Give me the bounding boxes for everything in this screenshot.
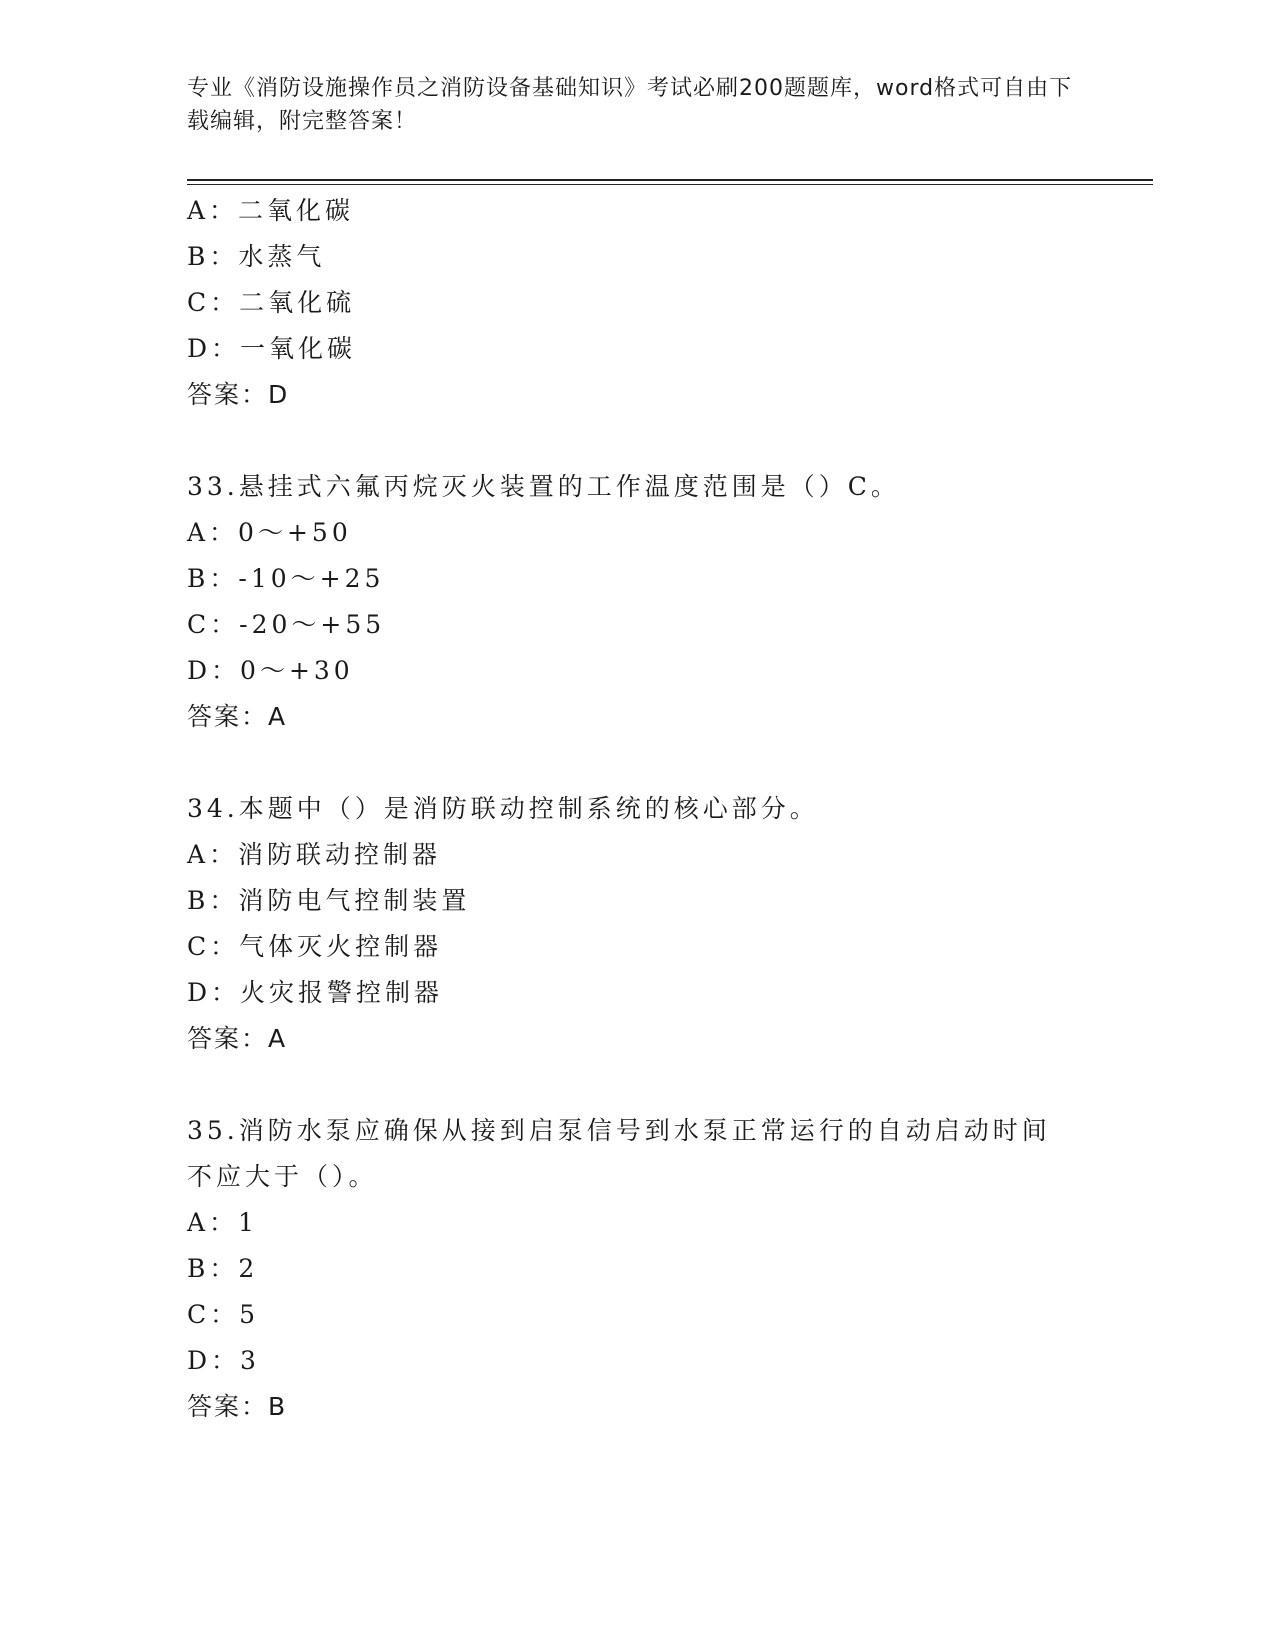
- option-c: C：-20～+55: [187, 610, 386, 639]
- option-a: A：消防联动控制器: [187, 840, 442, 869]
- question-text: 33.悬挂式六氟丙烷灭火装置的工作温度范围是（）C。: [187, 472, 900, 501]
- question-block-33: [187, 464, 1107, 740]
- option-b: B：-10～+25: [187, 564, 385, 593]
- answer-text: 答案：A: [187, 702, 288, 731]
- option-c: C：二氧化硫: [187, 288, 356, 317]
- option-d: D：火灾报警控制器: [187, 978, 444, 1007]
- answer-text: 答案：B: [187, 1392, 288, 1421]
- question-text: 35.消防水泵应确保从接到启泵信号到水泵正常运行的自动启动时间不应大于（）。: [187, 1116, 1051, 1191]
- question-text: 34.本题中（）是消防联动控制系统的核心部分。: [187, 794, 819, 823]
- option-c: C：5: [187, 1300, 260, 1329]
- header-divider-thick: [187, 179, 1153, 181]
- answer-text: 答案：A: [187, 1024, 288, 1053]
- option-d: D：0～+30: [187, 656, 354, 685]
- question-list: [187, 188, 1107, 1476]
- option-d: D：3: [187, 1346, 260, 1375]
- question-block-35: [187, 1108, 1107, 1430]
- option-a: A：1: [187, 1208, 258, 1237]
- option-d: D：一氧化碳: [187, 334, 357, 363]
- option-a: A：二氧化碳: [187, 196, 355, 225]
- option-a: A：0～+50: [187, 518, 352, 547]
- document-header: 专业《消防设施操作员之消防设备基础知识》考试必刷200题题库，word格式可自由下载编辑，附完整答案！: [187, 76, 1073, 134]
- header-divider-thin: [187, 184, 1153, 185]
- answer-text: 答案：D: [187, 380, 290, 409]
- option-b: B：水蒸气: [187, 242, 326, 271]
- question-block-34: [187, 786, 1107, 1062]
- option-b: B：2: [187, 1254, 259, 1283]
- question-block-32: [187, 188, 1107, 418]
- option-c: C：气体灭火控制器: [187, 932, 443, 961]
- option-b: B：消防电气控制装置: [187, 886, 471, 915]
